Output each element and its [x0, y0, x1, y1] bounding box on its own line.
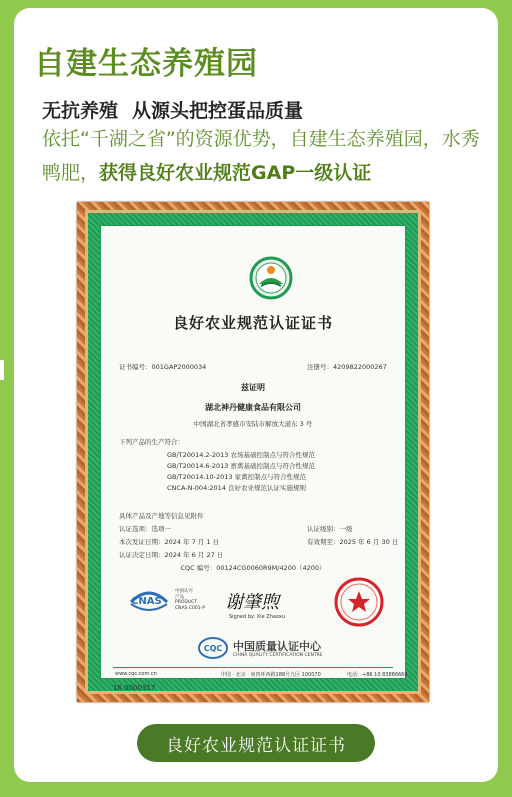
- standard-item: GB/T20014.10-2013 家禽控制点与符合性规范: [167, 473, 307, 481]
- description-highlight: 获得良好农业规范GAP一级认证: [99, 162, 372, 184]
- signature-image: 谢肇煦: [225, 592, 279, 613]
- certification-level: 认证级别：一级: [307, 525, 353, 533]
- certificate-heading: 兹证明: [241, 383, 265, 392]
- standard-item: GB/T20014.2-2013 农场基础控制点与符合性规范: [167, 451, 315, 459]
- subtitle-part-a: 无抗养殖: [42, 100, 119, 122]
- certificate-paper: [100, 225, 406, 679]
- certificate-number: 证书编号：001GAP2000034: [119, 363, 207, 371]
- red-stamp-icon: [333, 576, 385, 628]
- standards-intro: 下列产品的生产符合：: [119, 438, 184, 446]
- registration-number: 注册号：4209822000267: [307, 363, 387, 371]
- cqc-center-en: CHINA QUALITY CERTIFICATION CENTRE: [233, 653, 323, 658]
- company-name: 湖北神丹健康食品有限公司: [205, 403, 301, 412]
- footer-address: 中国 · 北京 · 南四环西路188号九区 100070: [221, 672, 321, 678]
- svg-text:CQC: CQC: [203, 644, 223, 653]
- appendix-note: 具体产品及产地等信息见附件: [119, 512, 204, 520]
- signed-by: Signed by: Xie Zhaoxu: [229, 614, 285, 620]
- subtitle-part-b: 从源头把控蛋品质量: [132, 100, 304, 122]
- footer-divider: [113, 667, 393, 668]
- standard-item: CNCA-N-004:2014 良好农业规范认证实施规则: [167, 484, 307, 492]
- left-edge-marker: [0, 360, 4, 380]
- description-text: 依托“千湖之省”的资源优势，自建生态养殖园，水秀鸭肥，: [42, 128, 480, 184]
- issue-date: 本次发证日期：2024 年 7 月 1 日: [119, 538, 220, 546]
- footer-phone: 电话：+86 10 83886666: [347, 672, 408, 678]
- standard-item: GB/T20014.6-2013 畜禽基础控制点与符合性规范: [167, 462, 315, 470]
- decision-date: 认证决定日期：2024 年 6 月 27 日: [119, 551, 224, 559]
- cqc-center-name: 中国质量认证中心: [233, 640, 321, 653]
- valid-until: 有效期至：2025 年 6 月 30 日: [307, 538, 399, 546]
- certification-option: 认证选项：选项一: [119, 525, 171, 533]
- certificate-label-button[interactable]: 良好农业规范认证证书: [137, 724, 375, 762]
- certificate-title: 良好农业规范认证证书: [172, 314, 333, 332]
- cqc-number: CQC 编号：00124CG0060R9M/4200（4200）: [180, 564, 326, 572]
- footer-url: www.cqc.com.cn: [115, 671, 157, 677]
- company-address: 中国湖北省孝感市安陆市解放大道东 3 号: [193, 420, 313, 428]
- subtitle: [42, 96, 303, 123]
- description: [42, 122, 482, 190]
- page-title: 自建生态养殖园: [34, 46, 258, 82]
- certificate-image: [77, 202, 429, 702]
- cqc-logo-icon: [197, 636, 229, 660]
- serial-number: 16 0000317: [113, 684, 156, 692]
- gap-logo-icon: [249, 256, 293, 300]
- cnas-wordmark: CNAS: [131, 596, 162, 607]
- cnas-caption: 中国认可 产品 PRODUCT CNAS C001-P: [175, 589, 205, 611]
